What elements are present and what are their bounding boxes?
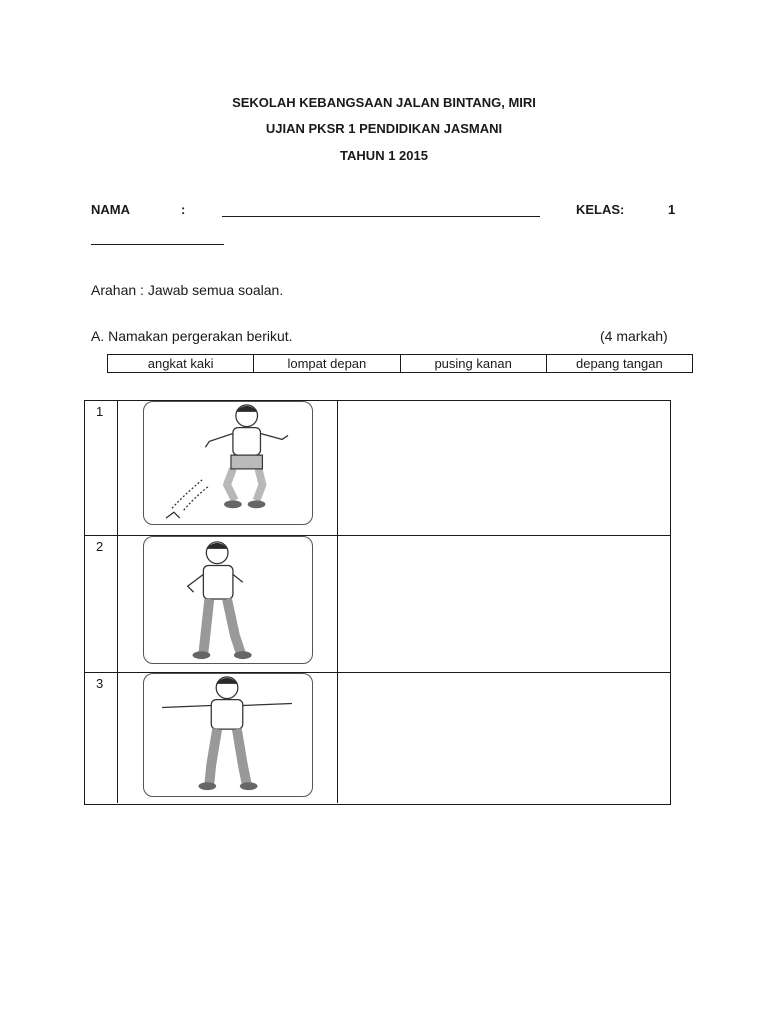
answer-space[interactable] [341,677,666,799]
answer-space[interactable] [341,540,666,668]
child-turning-image [143,536,313,664]
option-lompat-depan: lompat depan [254,355,400,372]
section-a-label: A. Namakan pergerakan berikut. [91,328,293,344]
question-number: 3 [96,676,104,691]
nama-label: NAMA [91,202,130,217]
section-a-marks: (4 markah) [600,328,668,344]
option-pusing-kanan: pusing kanan [401,355,547,372]
option-angkat-kaki: angkat kaki [108,355,254,372]
option-depang-tangan: depang tangan [575,356,663,371]
kelas-label: KELAS: [576,202,625,217]
kelas-answer-line[interactable] [91,244,224,245]
exam-title: UJIAN PKSR 1 PENDIDIKAN JASMANI [265,121,503,136]
exam-year: TAHUN 1 2015 [340,148,428,163]
question-row [85,401,670,535]
question-number: 1 [96,404,104,419]
question-row [85,535,670,672]
question-row [85,672,670,803]
nama-answer-line[interactable] [222,216,540,217]
answer-space[interactable] [341,405,666,531]
kelas-value: 1 [668,202,676,217]
child-arms-out-image [143,673,313,797]
question-number: 2 [96,539,104,554]
school-name: SEKOLAH KEBANGSAAN JALAN BINTANG, MIRI [232,95,536,110]
child-jumping-image [143,401,313,525]
instructions: Arahan : Jawab semua soalan. [91,282,284,298]
question-table [84,400,671,805]
nama-colon: : [181,202,186,217]
answer-options-box [107,354,693,373]
